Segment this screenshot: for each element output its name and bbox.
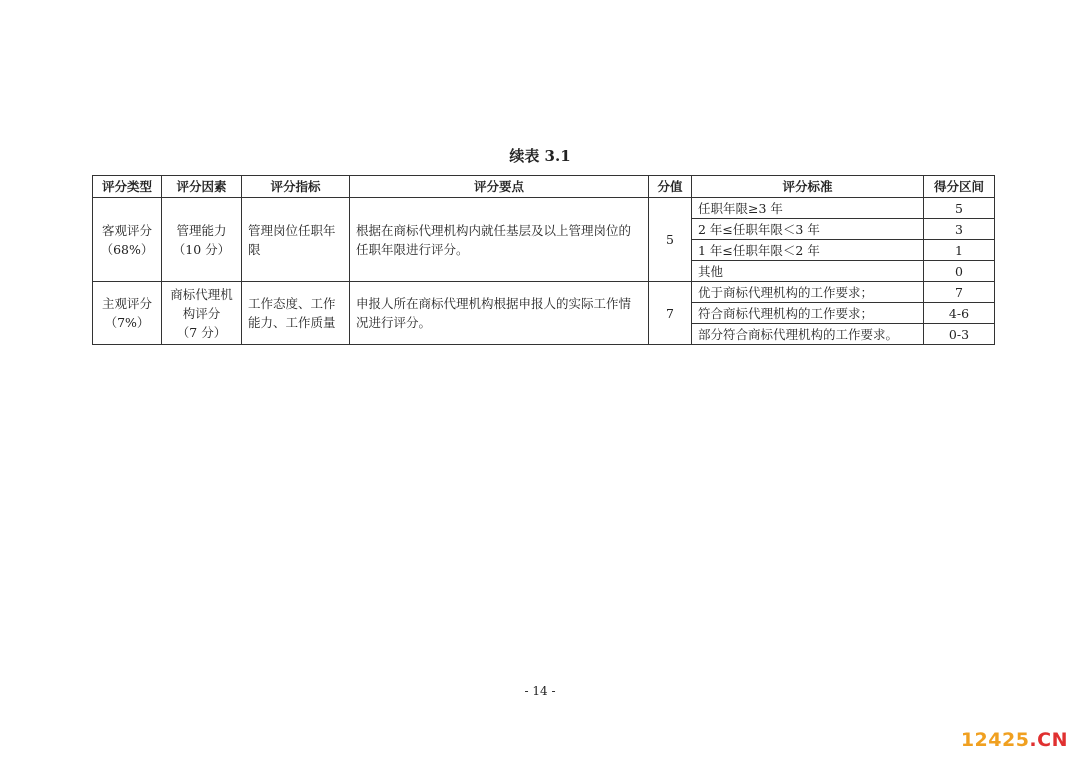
points-cell: 申报人所在商标代理机构根据申报人的实际工作情况进行评分。 xyxy=(350,282,649,345)
range-cell: 3 xyxy=(924,219,995,240)
type-cell xyxy=(93,282,162,345)
watermark-number: 12425 xyxy=(960,729,1030,751)
watermark-dot: . xyxy=(1029,729,1038,751)
range-cell: 0-3 xyxy=(924,324,995,345)
type-percent: （68%） xyxy=(100,241,154,257)
header-value: 分值 xyxy=(649,176,692,198)
factor-cell xyxy=(162,282,242,345)
table-title: 续表 3.1 xyxy=(509,147,571,165)
range-cell: 7 xyxy=(924,282,995,303)
range-cell: 5 xyxy=(924,198,995,219)
watermark-suffix: CN xyxy=(1037,729,1068,751)
value-cell: 7 xyxy=(649,282,692,345)
standard-cell: 优于商标代理机构的工作要求； xyxy=(692,282,924,303)
type-label: 客观评分 xyxy=(101,222,152,238)
factor-points: （10 分） xyxy=(172,241,231,257)
header-points: 评分要点 xyxy=(350,176,649,198)
type-label: 主观评分 xyxy=(101,296,152,311)
standard-cell: 符合商标代理机构的工作要求； xyxy=(692,303,924,324)
points-cell: 根据在商标代理机构内就任基层及以上管理岗位的任职年限进行评分。 xyxy=(350,198,649,282)
standard-cell: 部分符合商标代理机构的工作要求。 xyxy=(692,324,924,345)
header-standard: 评分标准 xyxy=(692,176,924,198)
table-row xyxy=(93,282,995,303)
table-row xyxy=(93,198,995,219)
header-factor: 评分因素 xyxy=(162,176,242,198)
factor-label: 商标代理机构评分 xyxy=(170,286,233,321)
standard-cell: 其他 xyxy=(692,261,924,282)
indicator-cell: 工作态度、工作能力、工作质量 xyxy=(242,282,350,345)
factor-cell xyxy=(162,198,242,282)
standard-cell: 2 年≤任职年限＜3 年 xyxy=(692,219,924,240)
standard-cell: 1 年≤任职年限＜2 年 xyxy=(692,240,924,261)
header-type: 评分类型 xyxy=(93,176,162,198)
factor-points: （7 分） xyxy=(176,324,227,340)
range-cell: 1 xyxy=(924,240,995,261)
range-cell: 4-6 xyxy=(924,303,995,324)
header-indicator: 评分指标 xyxy=(242,176,350,198)
page-number: - 14 - xyxy=(524,684,556,698)
factor-label: 管理能力 xyxy=(176,222,227,238)
header-row xyxy=(93,176,995,198)
type-cell xyxy=(93,198,162,282)
standard-cell: 任职年限≥3 年 xyxy=(692,198,924,219)
header-range: 得分区间 xyxy=(924,176,995,198)
scoring-table xyxy=(92,175,995,345)
value-cell: 5 xyxy=(649,198,692,282)
site-watermark xyxy=(961,729,1068,751)
type-percent: （7%） xyxy=(104,315,150,330)
indicator-cell: 管理岗位任职年限 xyxy=(242,198,350,282)
range-cell: 0 xyxy=(924,261,995,282)
